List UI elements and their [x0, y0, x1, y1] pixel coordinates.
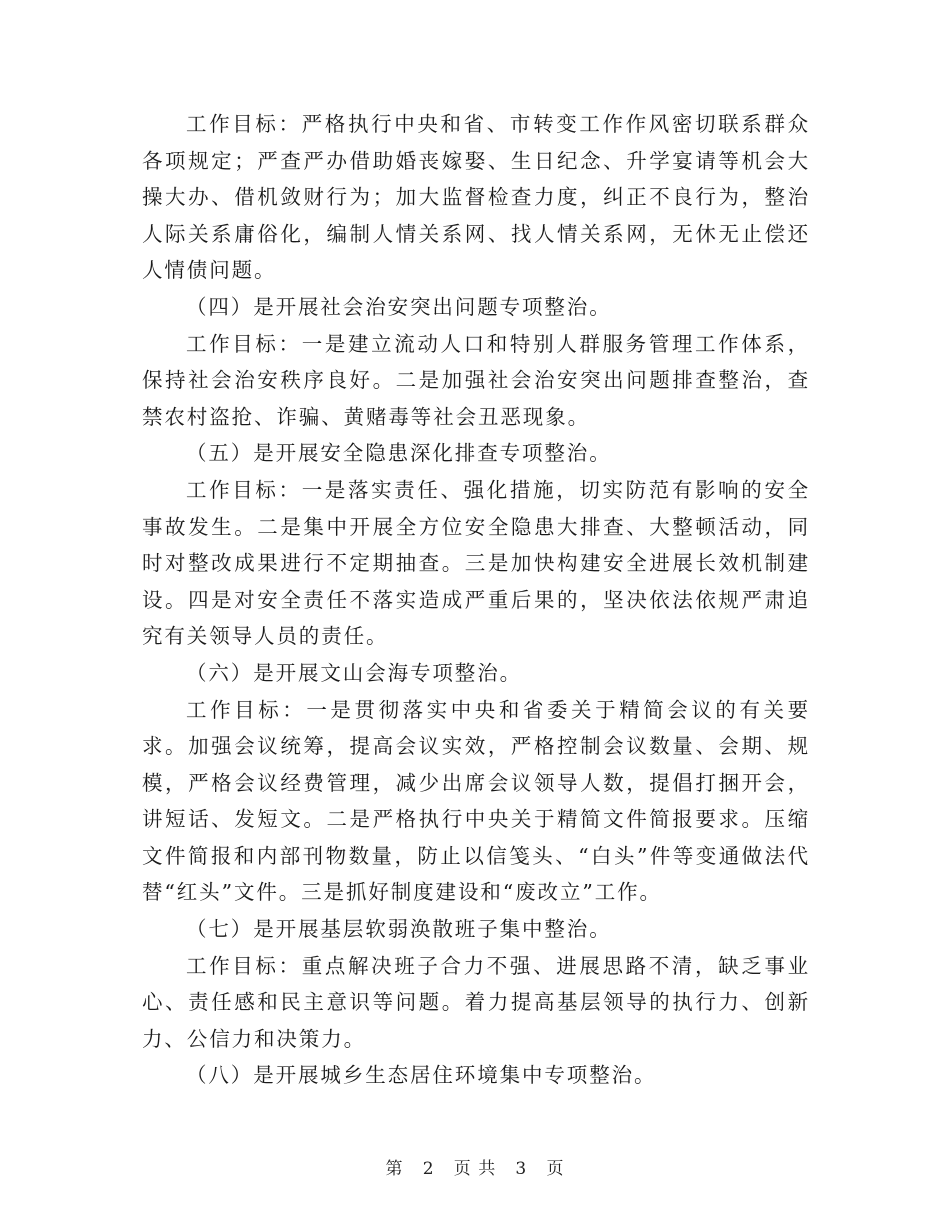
- footer-suffix: 页: [546, 1159, 565, 1179]
- page-footer: [0, 1154, 950, 1179]
- footer-prefix: 第: [385, 1159, 404, 1179]
- footer-current-page: 2: [422, 1159, 435, 1179]
- paragraph-goal-7: 工作目标：重点解决班子合力不强、进展思路不清，缺乏事业心、责任感和民主意识等问题。着力提高基层领导的执行力、创新力、公信力和决策力。: [142, 953, 810, 1051]
- footer-total-pages: 3: [515, 1159, 528, 1179]
- paragraph-goal-3: 工作目标：严格执行中央和省、市转变工作作风密切联系群众各项规定；严查严办借助婚丧嫁娶、生日纪念、升学宴请等机会大操大办、借机敛财行为；加大监督检查力度，纠正不良行为，整治人际关系庸俗化，编制人情关系网、找人情关系网，无休无止偿还人情债问题。: [142, 112, 810, 283]
- document-body: [142, 106, 810, 1094]
- section-heading-4: （四）是开展社会治安突出问题专项整治。: [186, 294, 612, 319]
- paragraph-goal-5: 工作目标：一是落实责任、强化措施，切实防范有影响的安全事故发生。二是集中开展全方位安全隐患大排查、大整顿活动，同时对整改成果进行不定期抽查。三是加快构建安全进展长效机制建设。四是对安全责任不落实造成严重后果的，坚决依法依规严肃追究有关领导人员的责任。: [142, 477, 810, 649]
- section-heading-7: （七）是开展基层软弱涣散班子集中整治。: [186, 917, 612, 942]
- section-heading-6: （六）是开展文山会海专项整治。: [186, 660, 522, 685]
- paragraph-goal-6: 工作目标：一是贯彻落实中央和省委关于精简会议的有关要求。加强会议统筹，提高会议实效，严格控制会议数量、会期、规模，严格会议经费管理，减少出席会议领导人数，提倡打捆开会，讲短话、发短文。二是严格执行中央关于精简文件简报要求。压缩文件简报和内部刊物数量，防止以信笺头、“白头”件等变通做法代替“红头”文件。三是抓好制度建设和“废改立”工作。: [142, 697, 810, 905]
- paragraph-goal-4: 工作目标：一是建立流动人口和特别人群服务管理工作体系，保持社会治安秩序良好。二是加强社会治安突出问题排查整治，查禁农村盗抢、诈骗、黄赌毒等社会丑恶现象。: [142, 331, 810, 429]
- section-heading-8: （八）是开展城乡生态居住环境集中专项整治。: [186, 1063, 657, 1088]
- footer-middle: 页 共: [453, 1159, 497, 1179]
- section-heading-5: （五）是开展安全隐患深化排查专项整治。: [186, 441, 612, 466]
